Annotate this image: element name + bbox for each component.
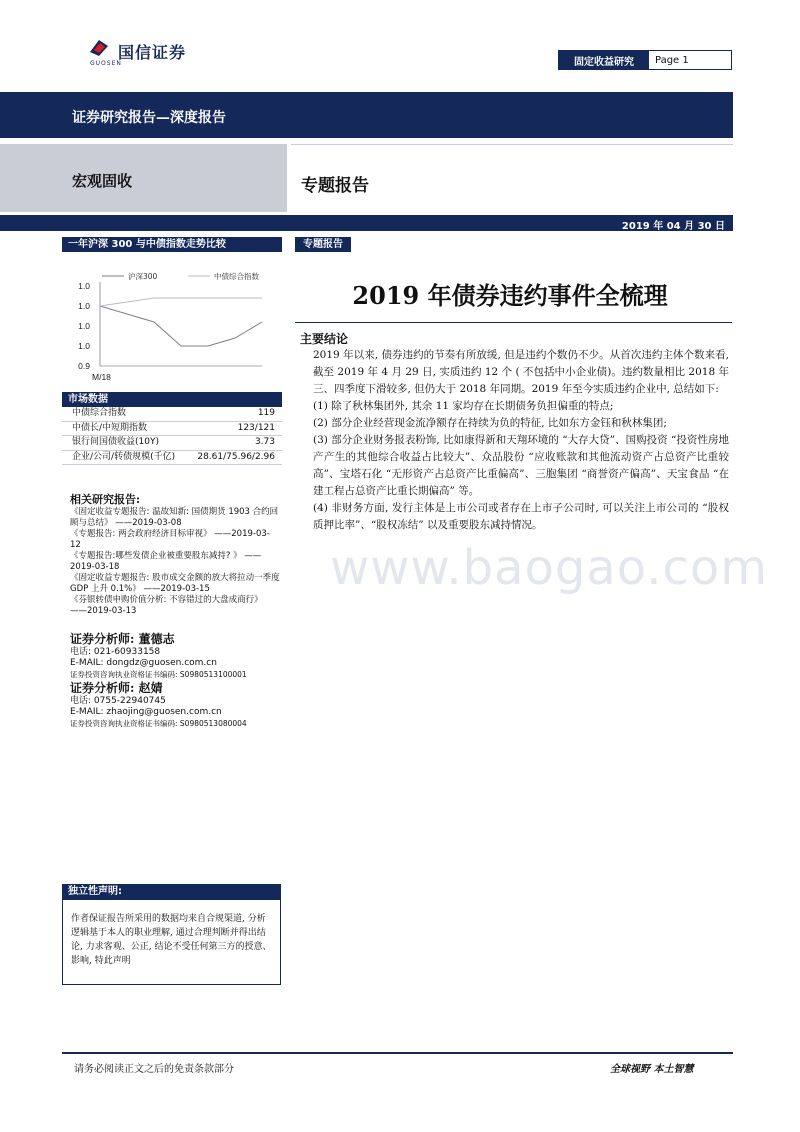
related-item[interactable]: 《固定收益专题报告: 温故知新: 国债期货 1903 合约回顾与总结》 ——2019-03-08 [70, 507, 279, 528]
sector-label: 宏观固收 [72, 172, 133, 190]
analyst-phone: 电话: 0755-22940745 [70, 696, 166, 706]
legend-label: 中债综合指数 [214, 272, 259, 281]
page-label: Page 1 [655, 54, 689, 66]
paragraph: (1) 除了秋林集团外, 其余 11 家均存在长期债务负担偏重的特点; [313, 400, 614, 412]
y-tick-label: 1.0 [78, 341, 90, 351]
main-body [313, 347, 729, 534]
market-row: 银行间国债收益(10Y) 3.73 [62, 436, 282, 451]
related-title: 相关研究报告: [70, 493, 141, 506]
paragraph: (4) 非财务方面, 发行主体是上市公司或者存在上市子公司时, 可以关注上市公司的 “股权质押比率”、“股权冻结” 以及重要股东减持情况。 [313, 502, 729, 531]
footer-disclaimer[interactable]: 请务必阅读正文之后的免责条款部分 [74, 1064, 234, 1075]
sector-band [0, 144, 287, 212]
market-data-table [62, 407, 282, 465]
analyst-name: 证券分析师: 赵婧 [70, 681, 163, 695]
paragraph: 2019 年以来, 债券违约的节奏有所放缓, 但是违约个数仍不少。从首次违约主体个数来看, 截至 2019 年 4 月 29 日, 实质违约 12 个 ( 不包括中小企业债)。违约数量相比 2018 年三、四季度下滑较多, 但仍大于 2018 年同期。2019 年至今实质违约企业中, 总结如下: [313, 349, 729, 395]
paragraph: (2) 部分企业经营现金流净额存在持续为负的特征, 比如东方金钰和秋林集团; [313, 417, 667, 429]
section-title: 主要结论 [300, 332, 349, 346]
report-kind-band [291, 144, 733, 213]
analyst-phone: 电话: 021-60933158 [70, 647, 161, 657]
watermark: www.baogao.com [330, 540, 769, 596]
market-data-title: 市场数据 [62, 392, 282, 407]
analyst-email[interactable]: E-MAIL: dongdz@guosen.com.cn [70, 658, 217, 668]
footer-slogan: 全球视野 本土智慧 [610, 1064, 694, 1075]
report-kind-label: 专题报告 [301, 176, 369, 196]
analyst-cert: 证券投资咨询执业资格证书编码: S0980513100001 [70, 670, 247, 679]
related-item[interactable]: 《芬银转债申购价值分析: 不容错过的大盘成商行》 ——2019-03-13 [70, 595, 263, 616]
index-trend-chart [62, 262, 282, 390]
related-item[interactable]: 《固定收益专题报告: 股市成交金额的放大将拉动一季度 GDP 上升 0.1%》 ——2019-03-15 [70, 573, 280, 594]
report-title: 2019 年债券违约事件全梳理 [352, 281, 668, 310]
title-divider [295, 322, 732, 323]
y-tick-label: 1.0 [78, 301, 90, 311]
logo-text: 国信证券 [118, 43, 187, 62]
y-tick-label: 1.0 [78, 321, 90, 331]
y-tick-label: 1.0 [78, 281, 90, 291]
analyst-block [70, 681, 290, 729]
analyst-name: 证券分析师: 董德志 [70, 632, 175, 646]
date-band [0, 215, 733, 231]
market-row: 中债综合指数 119 [62, 407, 282, 422]
report-type: 证券研究报告—深度报告 [72, 110, 226, 126]
related-item[interactable]: 《专题报告:哪些发债企业被重要股东减持? 》 ——2019-03-18 [70, 551, 262, 572]
header-badge [558, 50, 732, 70]
analyst-cert: 证券投资咨询执业资格证书编码: S0980513080004 [70, 719, 247, 728]
logo-subtext: GUOSEN [90, 60, 122, 67]
statement-text: 作者保证报告所采用的数据均来自合规渠道, 分析逻辑基于本人的职业理解, 通过合理判断并得出结论, 力求客观、公正, 结论不受任何第三方的授意、影响, 特此声明 [62, 899, 281, 985]
analyst-email[interactable]: E-MAIL: zhaojing@guosen.com.cn [70, 707, 222, 717]
market-row: 中债长/中短期指数 123/121 [62, 422, 282, 437]
y-tick-label: 0.9 [78, 361, 90, 371]
report-type-band [0, 92, 733, 138]
legend-label: 沪深300 [128, 272, 158, 281]
guosen-logo-icon [88, 38, 110, 58]
related-item[interactable]: 《专题报告: 两会政府经济目标审视》 ——2019-03-12 [70, 529, 270, 550]
series-line [100, 298, 262, 306]
market-row: 企业/公司/转债规模(千亿) 28.61/75.96/2.96 [62, 451, 282, 466]
report-tag: 专题报告 [295, 237, 351, 252]
footer-rule [62, 1052, 733, 1054]
paragraph: (3) 部分企业财务报表粉饰, 比如康得新和天翔环境的 “大存大贷”、国购投资 “投资性房地产产生的其他综合收益占比较大”、众品股份 “应收账款和其他流动资产占总资产比重较高”、宝塔石化 “无形资产占总资产比重偏高”、三胞集团 “商誉资产偏高”、天宝食品 “在建工程占总资产比重长期偏高” 等。 [313, 434, 729, 497]
category-label: 固定收益研究 [559, 51, 649, 69]
statement-title: 独立性声明: [62, 884, 281, 899]
related-reports [70, 494, 280, 617]
series-line [100, 306, 262, 346]
analyst-block [70, 632, 290, 680]
chart-title: 一年沪深 300 与中债指数走势比较 [62, 237, 282, 252]
x-tick-label: M/18 [92, 372, 111, 382]
report-date: 2019 年 04 月 30 日 [621, 221, 725, 232]
